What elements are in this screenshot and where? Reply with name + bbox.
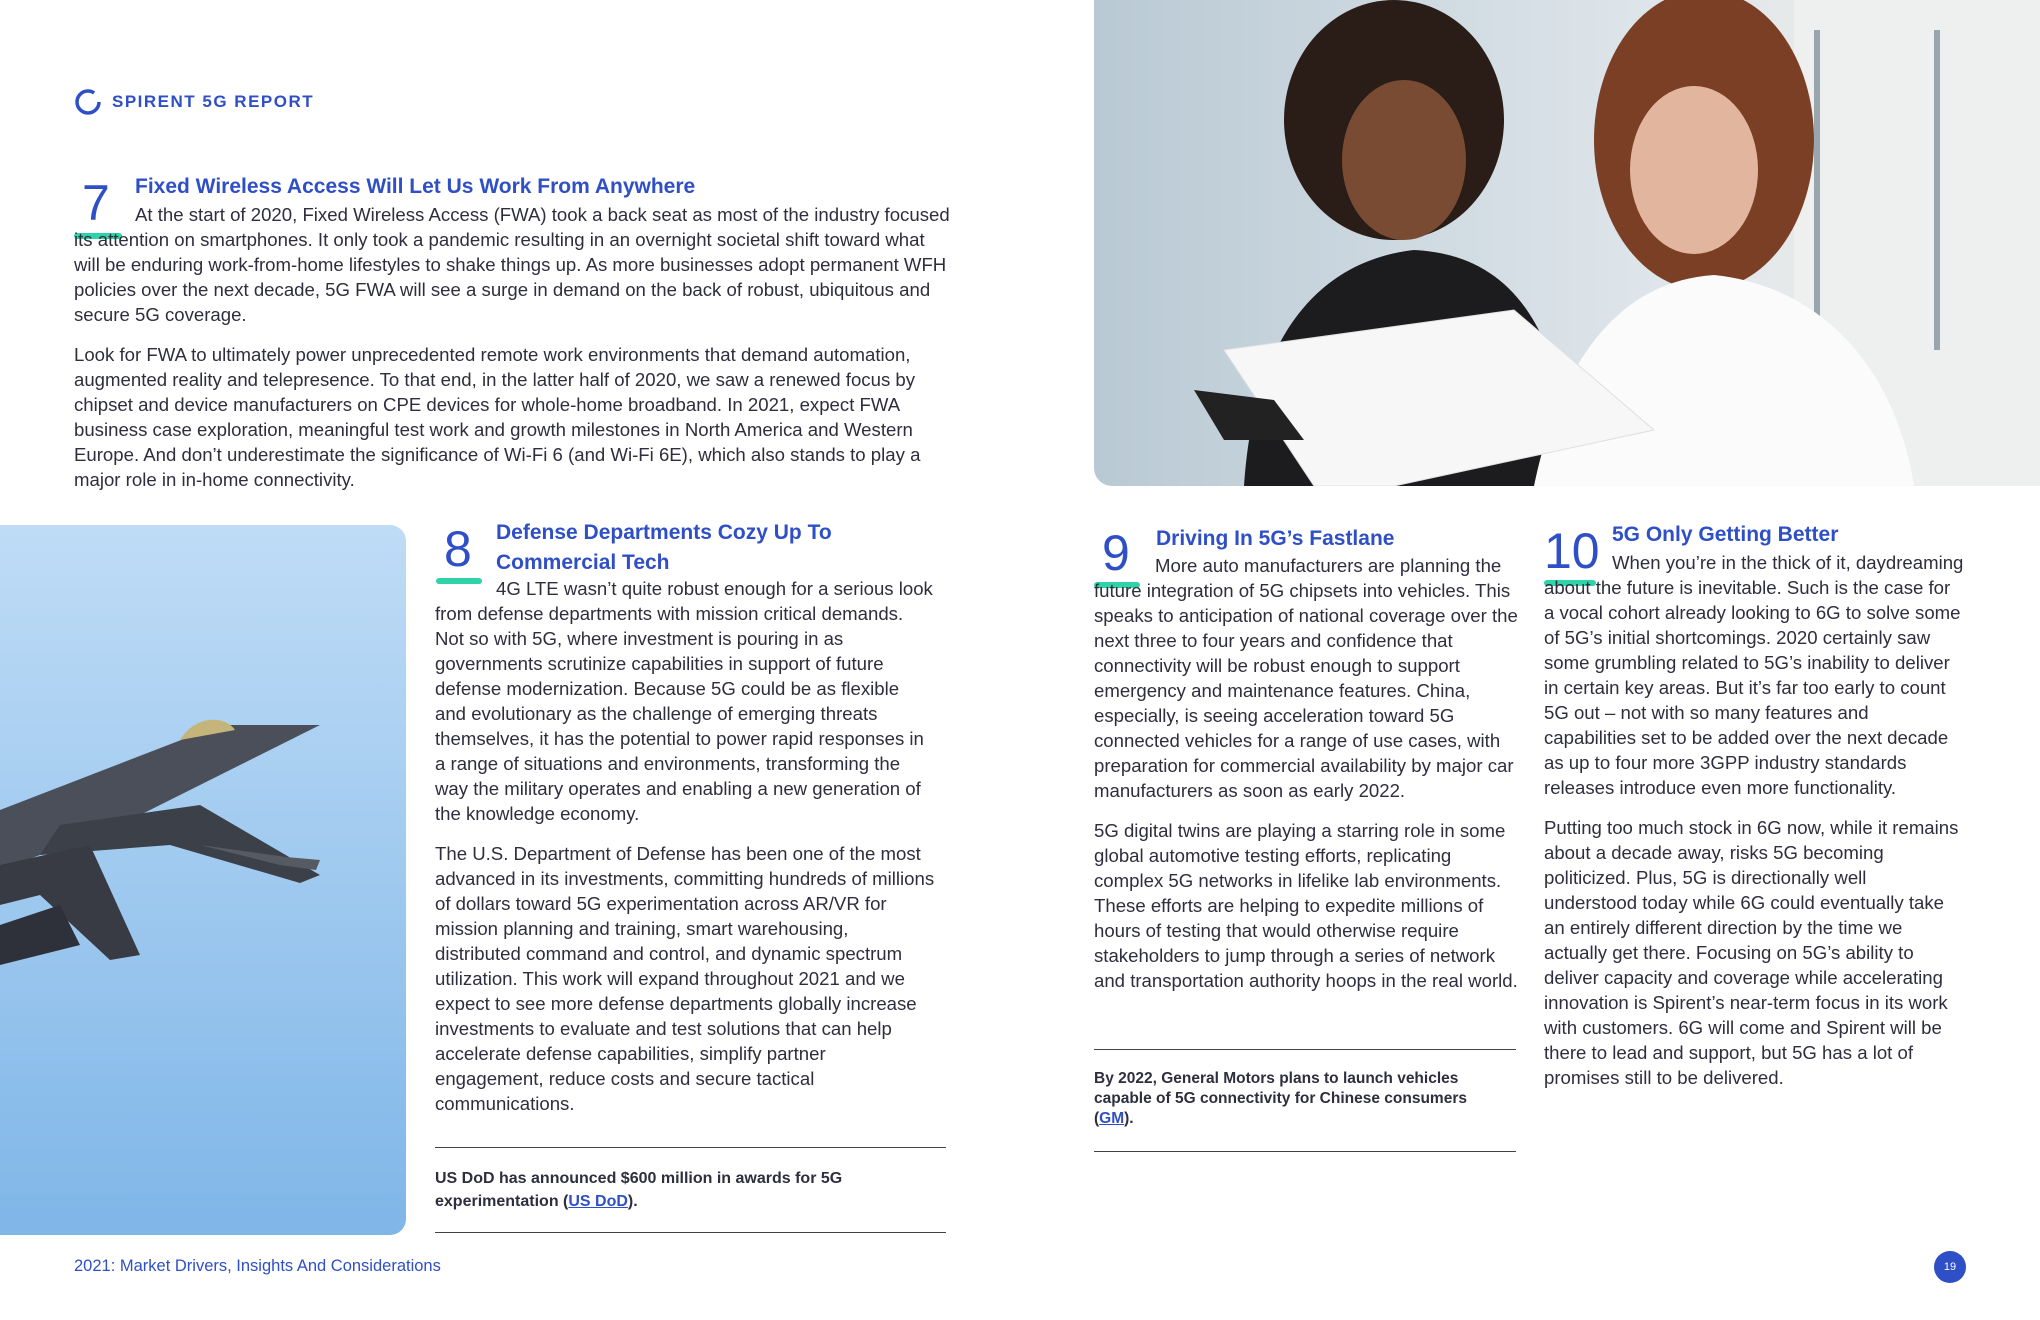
section-8-paragraph-1: 4G LTE wasn’t quite robust enough for a serious look from defense departments with mission critical demands. Not so with 5G, where investment is pouring in as governments scrutinize capabilities in support of future defense modernization. Because 5G could be as flexible and evolutionary as the challenge of emerging threats themselves, it has the potential to power rapid responses in a range of situations and environments, transforming the way the military operates and enabling a new generation of the knowledge economy. bbox=[435, 578, 933, 824]
footer-report-title: 2021: Market Drivers, Insights And Considerations bbox=[74, 1257, 441, 1275]
section-8-callout-top-rule bbox=[435, 1147, 946, 1148]
us-dod-source-link[interactable]: US DoD bbox=[568, 1193, 628, 1210]
section-8-body bbox=[435, 576, 935, 1131]
section-9-callout-top-rule bbox=[1094, 1049, 1516, 1050]
section-9-callout-bottom-rule bbox=[1094, 1151, 1516, 1152]
section-9-body bbox=[1094, 553, 1524, 1008]
women-photo-illustration bbox=[1094, 0, 2040, 486]
section-7-paragraph-1: At the start of 2020, Fixed Wireless Access (FWA) took a back seat as most of the industry focused its attention on smartphones. It only took a pandemic resulting in an overnight societal shift toward what will be enduring work-from-home lifestyles to shake things up. As more businesses adopt permanent WFH policies over the next decade, 5G FWA will see a surge in demand on the back of robust, ubiquitous and secure 5G coverage. bbox=[74, 204, 950, 325]
section-10-paragraph-1: When you’re in the thick of it, daydreaming about the future is inevitable. Such is the case for a vocal cohort already looking to 6G to solve some of 5G’s initial shortcomings. 2020 certainly saw some grumbling related to 5G’s inability to deliver in certain key areas. But it’s far too early to count 5G out – not with so many features and capabilities set to be added over the next decade as up to four more 3GPP industry standards releases introduce even more functionality. bbox=[1544, 552, 1964, 798]
section-7-number: 7 bbox=[82, 175, 110, 231]
section-8-callout-end: ). bbox=[627, 1193, 638, 1210]
gm-source-link[interactable]: GM bbox=[1099, 1110, 1125, 1127]
section-8-callout bbox=[435, 1167, 905, 1213]
brand-title: SPIRENT 5G REPORT bbox=[112, 92, 315, 111]
section-9-callout-end: ). bbox=[1124, 1110, 1134, 1127]
section-8-callout-text: US DoD has announced $600 million in awards for 5G experimentation ( bbox=[435, 1170, 843, 1210]
section-7-title: Fixed Wireless Access Will Let Us Work From Anywhere bbox=[135, 175, 696, 198]
section-10-paragraph-2: Putting too much stock in 6G now, while it remains about a decade away, risks 5G becoming politicized. Plus, 5G is directionally well understood today while 6G could eventually take an entirely different direction by the time we actually get there. Focusing on 5G’s ability to deliver capacity and coverage while accelerating innovation is Spirent’s near-term focus in its work with customers. 6G will come and Spirent will be there to lead and support, but 5G has a lot of promises still to be delivered. bbox=[1544, 817, 1959, 1088]
section-7-paragraph-2: Look for FWA to ultimately power unprecedented remote work environments that demand automation, augmented reality and telepresence. To that end, in the latter half of 2020, we saw a renewed focus by chipset and device manufacturers on CPE devices for whole-home broadband. In 2021, expect FWA business case exploration, meaningful test work and growth milestones in North America and Western Europe. And don’t underestimate the significance of Wi-Fi 6 (and Wi-Fi 6E), which also stands to play a major role in in-home connectivity. bbox=[74, 344, 921, 490]
section-9-paragraph-2: 5G digital twins are playing a starring role in some global automotive testing efforts, replicating complex 5G networks in lifelike lab environments. These efforts are helping to expedite millions of hours of testing that would otherwise require stakeholders to jump through a series of network and transportation authority hoops in the real world. bbox=[1094, 820, 1518, 991]
section-8-title: Defense Departments Cozy Up To Commercial Tech bbox=[496, 521, 832, 574]
section-9-paragraph-1: More auto manufacturers are planning the future integration of 5G chipsets into vehicles. This speaks to anticipation of national coverage over the next three to four years and confidence that connectivity will be robust enough to support emergency and maintenance features. China, especially, is seeing acceleration toward 5G connected vehicles for a range of use cases, with preparation for commercial availability by major car manufacturers as soon as early 2022. bbox=[1094, 555, 1518, 801]
jet-photo-illustration bbox=[0, 525, 406, 1235]
section-10-title: 5G Only Getting Better bbox=[1612, 523, 1839, 546]
photo-women-reviewing-document bbox=[1094, 0, 2040, 486]
photo-fighter-jet bbox=[0, 525, 406, 1235]
spirent-ring-logo-icon bbox=[74, 88, 102, 116]
section-10-body bbox=[1544, 550, 1964, 1105]
section-9-callout-text: By 2022, General Motors plans to launch vehicles capable of 5G connectivity for Chinese consumers ( bbox=[1094, 1070, 1467, 1127]
section-9-number: 9 bbox=[1102, 525, 1130, 581]
section-9-callout bbox=[1094, 1069, 1494, 1129]
section-10-number: 10 bbox=[1544, 523, 1600, 579]
section-9-title: Driving In 5G’s Fastlane bbox=[1156, 527, 1395, 550]
report-brand bbox=[74, 88, 314, 116]
section-7-body bbox=[74, 202, 954, 507]
page-number-badge: 19 bbox=[1934, 1251, 1966, 1283]
section-8-number: 8 bbox=[444, 521, 472, 577]
section-8-callout-bottom-rule bbox=[435, 1232, 946, 1233]
section-8-paragraph-2: The U.S. Department of Defense has been one of the most advanced in its investments, committing hundreds of millions of dollars toward 5G experimentation across AR/VR for mission planning and training, smart warehousing, distributed command and control, and dynamic spectrum utilization. This work will expand throughout 2021 and we expect to see more defense departments globally increase investments to evaluate and test solutions that can help accelerate defense capabilities, simplify partner engagement, reduce costs and secure tactical communications. bbox=[435, 843, 935, 1114]
